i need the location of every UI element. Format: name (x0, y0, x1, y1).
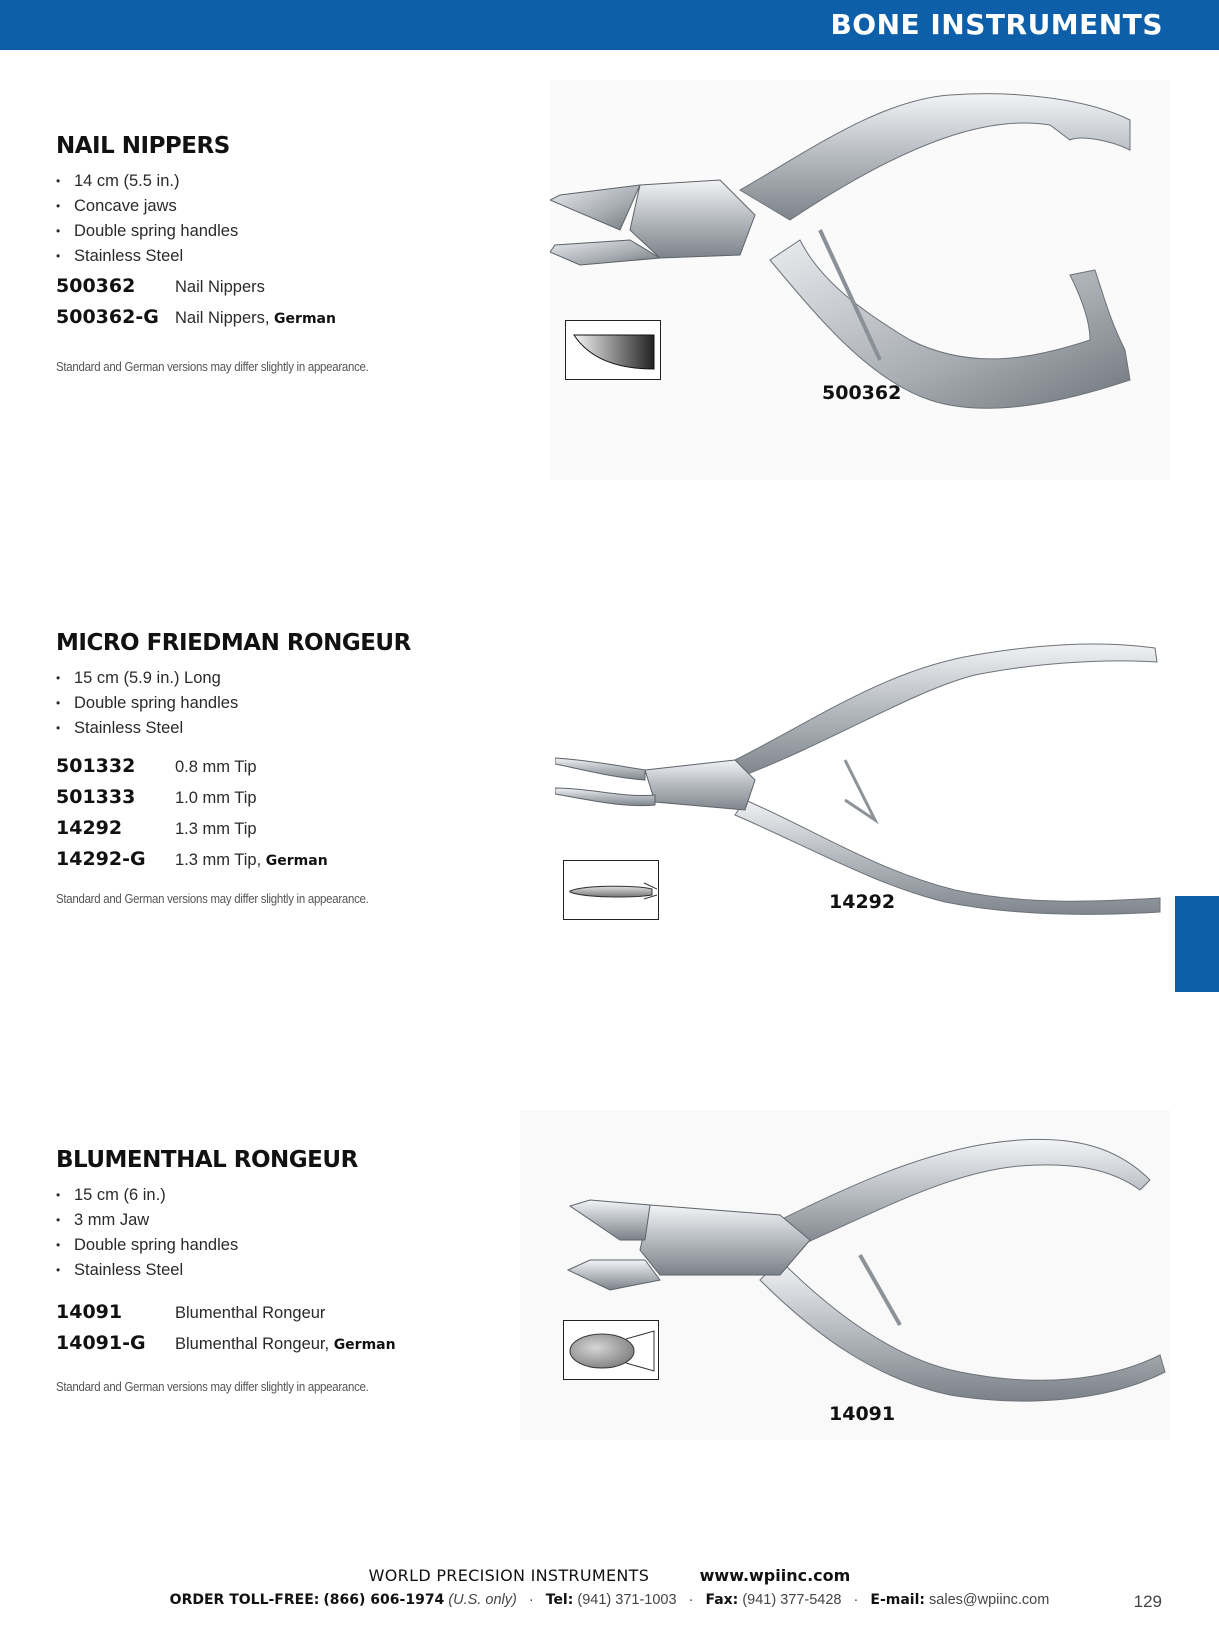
catalog-number: 14091-G (56, 1332, 146, 1354)
feature-item: • Stainless Steel (56, 1258, 496, 1283)
header-bar (0, 0, 1219, 50)
image-catalog-code: 14292 (829, 891, 896, 913)
email-link[interactable]: sales@wpiinc.com (929, 1592, 1050, 1608)
toll-free-label: ORDER TOLL-FREE: (169, 1592, 320, 1608)
product-title: BLUMENTHAL RONGEUR (56, 1147, 358, 1173)
catalog-row (56, 1301, 496, 1332)
catalog-description: 1.3 mm Tip (175, 820, 257, 838)
footer-company-line (0, 1566, 1219, 1586)
feature-list (56, 169, 496, 269)
feature-item: • Double spring handles (56, 1233, 496, 1258)
catalog-description: 1.0 mm Tip (175, 789, 257, 807)
feature-item: • Concave jaws (56, 194, 496, 219)
product-title: MICRO FRIEDMAN RONGEUR (56, 630, 411, 656)
product-image-area (550, 80, 1170, 480)
catalog-description-text: Blumenthal Rongeur, (175, 1335, 334, 1353)
feature-item: • 3 mm Jaw (56, 1208, 496, 1233)
catalog-description (175, 1335, 396, 1354)
toll-free-note: (U.S. only) (448, 1592, 517, 1608)
catalog-description: 0.8 mm Tip (175, 758, 257, 776)
catalog-list (56, 275, 496, 337)
blumenthal-rongeur-image (520, 1110, 1170, 1440)
catalog-row (56, 1332, 496, 1363)
feature-item: • 14 cm (5.5 in.) (56, 169, 496, 194)
toll-free-number: (866) 606-1974 (323, 1592, 445, 1608)
catalog-number: 500362-G (56, 306, 159, 328)
catalog-description (175, 851, 328, 870)
feature-item: • Double spring handles (56, 691, 496, 716)
catalog-description-text: Nail Nippers, (175, 309, 275, 327)
catalog-row (56, 755, 496, 786)
catalog-row (56, 306, 496, 337)
nail-nippers-image (550, 80, 1170, 480)
version-note: Standard and German versions may differ slightly in appearance. (56, 891, 369, 906)
product-blumenthal-rongeur (56, 1147, 496, 1394)
version-note: Standard and German versions may differ slightly in appearance. (56, 1379, 369, 1394)
fax-number: (941) 377-5428 (742, 1592, 842, 1608)
catalog-list (56, 755, 496, 879)
oval-cup-tip-icon (563, 1320, 659, 1380)
feature-list (56, 666, 496, 741)
email-label: E-mail: (870, 1592, 925, 1608)
feature-item: • Stainless Steel (56, 244, 496, 269)
separator-dot: · (688, 1592, 694, 1608)
chapter-tab (1175, 896, 1219, 992)
product-image-area (520, 1110, 1170, 1440)
tel-number: (941) 371-1003 (577, 1592, 677, 1608)
german-label: German (333, 1337, 396, 1353)
catalog-description (175, 309, 336, 328)
product-title: NAIL NIPPERS (56, 133, 230, 159)
feature-item: • Stainless Steel (56, 716, 496, 741)
feature-list (56, 1183, 496, 1283)
catalog-number: 14292 (56, 817, 123, 839)
feature-item: • 15 cm (5.9 in.) Long (56, 666, 496, 691)
product-micro-friedman-rongeur (56, 630, 496, 906)
catalog-description: Nail Nippers (175, 278, 265, 296)
german-label: German (265, 853, 328, 869)
catalog-number: 14292-G (56, 848, 146, 870)
catalog-number: 501332 (56, 755, 136, 777)
product-image-area (555, 640, 1165, 930)
website-link[interactable]: www.wpiinc.com (699, 1566, 851, 1585)
catalog-description: Blumenthal Rongeur (175, 1304, 326, 1322)
curved-jaw-tip-icon (565, 320, 661, 380)
german-label: German (274, 311, 336, 327)
narrow-cup-tip-icon (563, 860, 659, 920)
catalog-row (56, 786, 496, 817)
section-title: BONE INSTRUMENTS (830, 8, 1163, 41)
separator-dot: · (853, 1592, 859, 1608)
product-nail-nippers (56, 133, 496, 374)
version-note: Standard and German versions may differ slightly in appearance. (56, 359, 369, 374)
page-number: 129 (1133, 1592, 1162, 1611)
fax-label: Fax: (705, 1592, 739, 1608)
footer-contact-line (0, 1592, 1219, 1608)
catalog-row (56, 848, 496, 879)
separator-dot: · (528, 1592, 534, 1608)
catalog-row (56, 275, 496, 306)
image-catalog-code: 500362 (822, 382, 902, 404)
catalog-list (56, 1301, 496, 1363)
catalog-row (56, 817, 496, 848)
tel-label: Tel: (545, 1592, 574, 1608)
catalog-number: 500362 (56, 275, 136, 297)
catalog-description-text: 1.3 mm Tip, (175, 851, 266, 869)
feature-item: • Double spring handles (56, 219, 496, 244)
company-name: WORLD PRECISION INSTRUMENTS (368, 1566, 650, 1585)
feature-item: • 15 cm (6 in.) (56, 1183, 496, 1208)
catalog-number: 501333 (56, 786, 136, 808)
image-catalog-code: 14091 (829, 1403, 896, 1425)
catalog-number: 14091 (56, 1301, 123, 1323)
